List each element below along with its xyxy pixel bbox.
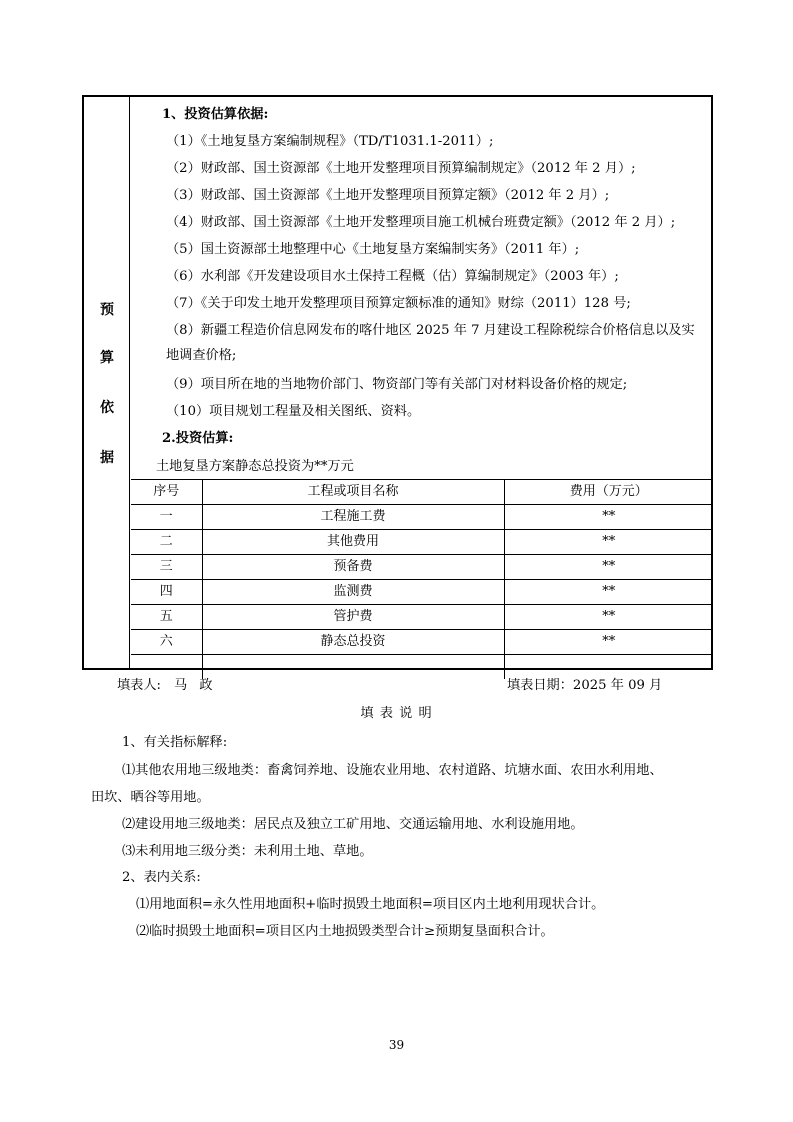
basis-item: （5）国土资源部土地整理中心《土地复垦方案编制实务》（2011 年）;: [166, 242, 580, 257]
table-header-cell: 序号: [131, 480, 202, 505]
basis-item: （2）财政部、国土资源部《土地开发整理项目预算编制规定》（2012 年 2 月）;: [166, 161, 636, 176]
table-header-row: [131, 480, 713, 505]
table-row: [131, 530, 713, 555]
table-cell: 其他费用: [202, 530, 504, 555]
table-cell: 三: [131, 555, 202, 580]
basis-item: （7）《关于印发土地开发整理项目预算定额标准的通知》财综（2011）128 号;: [166, 296, 631, 311]
basis-item: （10）项目规划工程量及相关图纸、资料。: [166, 404, 421, 419]
table-cell: **: [504, 555, 713, 580]
basis-heading: 1、投资估算依据:: [162, 107, 269, 122]
fill-date: 填表日期：2025 年 09 月: [507, 678, 663, 693]
instruction-line: ⑶未利用地三级分类：未利用土地、草地。: [122, 844, 373, 859]
basis-item: （6）水利部《开发建设项目水土保持工程概（估）算编制规定》（2003 年）;: [166, 269, 619, 284]
table-cell: 一: [131, 505, 202, 530]
table-cell: **: [504, 605, 713, 630]
table-cell: 二: [131, 530, 202, 555]
basis-item: （1）《土地复垦方案编制规程》（TD/T1031.1-2011）;: [166, 134, 494, 149]
sidebar-char: 预: [100, 302, 114, 318]
table-cell: 监测费: [202, 580, 504, 605]
instruction-line: 1、有关指标解释:: [122, 735, 228, 750]
instruction-line: ⑵建设用地三级地类：居民点及独立工矿用地、交通运输用地、水利设施用地。: [122, 817, 584, 832]
basis-item: 地调查价格;: [166, 348, 237, 363]
table-cell: **: [504, 505, 713, 530]
table-cell: 管护费: [202, 605, 504, 630]
table-row: [131, 605, 713, 630]
table-cell: **: [504, 530, 713, 555]
table-header-cell: 费用（万元）: [504, 480, 713, 505]
table-cell: 五: [131, 605, 202, 630]
instruction-line: 2、表内关系:: [122, 870, 201, 885]
table-cell: 六: [131, 630, 202, 655]
filler-name: 马 政: [174, 678, 217, 693]
table-cell: **: [504, 630, 713, 655]
fee-table: [131, 479, 713, 679]
table-row: [131, 580, 713, 605]
table-cell: 工程施工费: [202, 505, 504, 530]
table-cell: **: [504, 580, 713, 605]
sidebar-char: 据: [100, 450, 114, 466]
table-cell: 静态总投资: [202, 630, 504, 655]
instruction-line: 田坎、晒谷等用地。: [91, 790, 210, 805]
sidebar-label-column: [84, 97, 130, 668]
filler-label: 填表人:: [117, 678, 162, 693]
page-number: 39: [388, 1038, 405, 1052]
instructions-title: 填 表 说 明: [360, 706, 433, 721]
instruction-line: ⑵临时损毁土地面积=项目区内土地损毁类型合计≥预期复垦面积合计。: [136, 924, 554, 939]
instruction-line: ⑴用地面积=永久性用地面积+临时损毁土地面积=项目区内土地利用现状合计。: [136, 897, 605, 912]
estimate-summary: 土地复垦方案静态总投资为**万元: [156, 459, 354, 474]
table-cell: [202, 655, 504, 680]
table-row: [131, 505, 713, 530]
basis-item: （4）财政部、国土资源部《土地开发整理项目施工机械台班费定额》（2012 年 2 月）;: [166, 215, 676, 230]
sidebar-char: 算: [100, 350, 114, 366]
basis-item: （3）财政部、国土资源部《土地开发整理项目预算定额》（2012 年 2 月）;: [166, 188, 610, 203]
table-cell: 预备费: [202, 555, 504, 580]
table-row: [131, 630, 713, 655]
table-row: [131, 555, 713, 580]
budget-basis-table: [82, 95, 713, 670]
table-header-cell: 工程或项目名称: [202, 480, 504, 505]
estimate-heading: 2.投资估算:: [162, 431, 234, 446]
sidebar-char: 依: [100, 400, 114, 416]
basis-item: （9）项目所在地的当地物价部门、物资部门等有关部门对材料设备价格的规定;: [166, 377, 628, 392]
instruction-line: ⑴其他农用地三级地类：畜禽饲养地、设施农业用地、农村道路、坑塘水面、农田水利用地、: [122, 763, 663, 778]
basis-item: （8）新疆工程造价信息网发布的喀什地区 2025 年 7 月建设工程除税综合价格信息以及实: [166, 323, 695, 338]
table-cell: 四: [131, 580, 202, 605]
